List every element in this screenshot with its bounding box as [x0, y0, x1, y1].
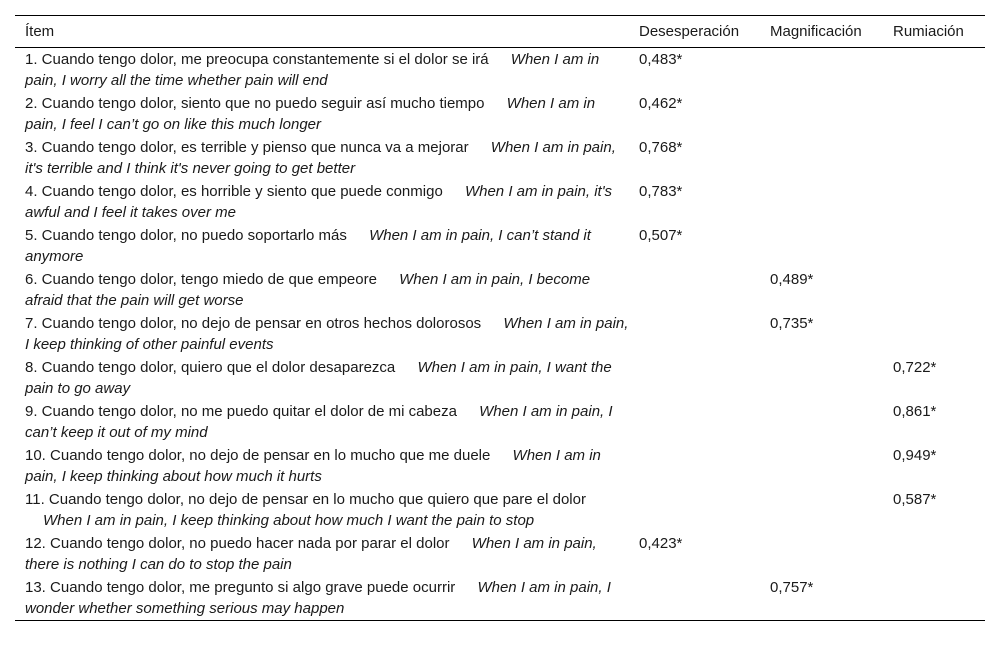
loading-rumiacion — [883, 224, 985, 268]
header-row — [15, 16, 985, 48]
item-cell — [15, 400, 629, 444]
table-row — [15, 488, 985, 532]
item-text-es: 3. Cuando tengo dolor, es terrible y pienso que nunca va a mejorar — [25, 139, 469, 156]
item-cell — [15, 224, 629, 268]
header-rumiacion: Rumiación — [893, 23, 964, 40]
item-text-en: When I am in pain, there is nothing I can do to stop the pain — [25, 535, 597, 573]
loading-rumiacion — [883, 136, 985, 180]
loading-magnificacion — [760, 136, 883, 180]
loading-rumiacion — [883, 576, 985, 621]
loading-rumiacion — [883, 312, 985, 356]
loading-desesperacion — [629, 356, 760, 400]
loading-magnificacion — [760, 444, 883, 488]
loading-magnificacion — [760, 400, 883, 444]
table-row — [15, 400, 985, 444]
item-text-es: 11. Cuando tengo dolor, no dejo de pensar en lo mucho que quiero que pare el dolor — [25, 491, 586, 508]
loading-magnificacion — [760, 488, 883, 532]
item-text-es: 13. Cuando tengo dolor, me pregunto si algo grave puede ocurrir — [25, 579, 456, 596]
loading-rumiacion: 0,949* — [893, 447, 937, 464]
table-row — [15, 48, 985, 93]
loading-magnificacion — [760, 48, 883, 93]
header-magnificacion: Magnificación — [770, 23, 862, 40]
table-body — [15, 48, 985, 621]
item-text-en: When I am in pain, I keep thinking about how much it hurts — [25, 447, 601, 485]
item-text-en: When I am in pain, I keep thinking about how much I want the pain to stop — [43, 512, 535, 529]
table-row — [15, 444, 985, 488]
loading-desesperacion — [629, 444, 760, 488]
item-text-en: When I am in pain, I become afraid that the pain will get worse — [25, 271, 591, 309]
item-text-es: 8. Cuando tengo dolor, quiero que el dolor desaparezca — [25, 359, 396, 376]
table-row — [15, 576, 985, 621]
item-text-es: 6. Cuando tengo dolor, tengo miedo de que empeore — [25, 271, 377, 288]
item-text-en: When I am in pain, I want the pain to go away — [25, 359, 612, 397]
loading-rumiacion: 0,722* — [893, 359, 937, 376]
loading-magnificacion — [760, 532, 883, 576]
table-header — [15, 16, 985, 48]
item-text-es: 9. Cuando tengo dolor, no me puedo quitar el dolor de mi cabeza — [25, 403, 457, 420]
loading-rumiacion: 0,587* — [893, 491, 937, 508]
loading-rumiacion — [883, 48, 985, 93]
item-text-es: 10. Cuando tengo dolor, no dejo de pensar en lo mucho que me duele — [25, 447, 491, 464]
item-text-en: When I am in pain, I can’t keep it out of my mind — [25, 403, 613, 441]
loading-magnificacion: 0,757* — [770, 579, 814, 596]
item-cell — [15, 532, 629, 576]
item-text-en: When I am in pain, I feel I can’t go on like this much longer — [25, 95, 596, 133]
loading-desesperacion: 0,768* — [639, 139, 683, 156]
item-cell — [15, 576, 629, 621]
item-cell — [15, 312, 629, 356]
loading-rumiacion — [883, 92, 985, 136]
loading-desesperacion — [629, 488, 760, 532]
loading-desesperacion: 0,483* — [639, 51, 683, 68]
table-row — [15, 356, 985, 400]
item-text-es: 12. Cuando tengo dolor, no puedo hacer nada por parar el dolor — [25, 535, 450, 552]
item-cell — [15, 136, 629, 180]
header-desesperacion: Desesperación — [639, 23, 740, 40]
loading-desesperacion — [629, 312, 760, 356]
loading-desesperacion — [629, 576, 760, 621]
item-text-en: When I am in pain, it's terrible and I think it's never going to get better — [25, 139, 616, 177]
loading-rumiacion: 0,861* — [893, 403, 937, 420]
loading-desesperacion — [629, 268, 760, 312]
item-cell — [15, 180, 629, 224]
header-item: Ítem — [25, 23, 55, 40]
table-row — [15, 224, 985, 268]
loading-magnificacion: 0,735* — [770, 315, 814, 332]
loading-magnificacion — [760, 180, 883, 224]
item-text-en: When I am in pain, I can’t stand it anymore — [25, 227, 591, 265]
loading-rumiacion — [883, 180, 985, 224]
item-text-es: 7. Cuando tengo dolor, no dejo de pensar en otros hechos dolorosos — [25, 315, 482, 332]
item-cell — [15, 48, 629, 93]
item-text-es: 4. Cuando tengo dolor, es horrible y siento que puede conmigo — [25, 183, 443, 200]
loading-magnificacion — [760, 92, 883, 136]
item-cell — [15, 488, 629, 532]
item-text-es: 1. Cuando tengo dolor, me preocupa constantemente si el dolor se irá — [25, 51, 489, 68]
item-cell — [15, 92, 629, 136]
loading-magnificacion — [760, 356, 883, 400]
table-row — [15, 92, 985, 136]
loading-magnificacion: 0,489* — [770, 271, 814, 288]
item-cell — [15, 356, 629, 400]
factor-loadings-table — [15, 15, 985, 621]
item-text-en: When I am in pain, it's awful and I feel it takes over me — [25, 183, 613, 221]
item-text-en: When I am in pain, I wonder whether something serious may happen — [25, 579, 611, 617]
loading-rumiacion — [883, 268, 985, 312]
loading-desesperacion: 0,423* — [639, 535, 683, 552]
loading-magnificacion — [760, 224, 883, 268]
table-row — [15, 312, 985, 356]
table-row — [15, 136, 985, 180]
table-row — [15, 532, 985, 576]
item-text-es: 2. Cuando tengo dolor, siento que no puedo seguir así mucho tiempo — [25, 95, 485, 112]
loading-desesperacion — [629, 400, 760, 444]
loading-desesperacion: 0,507* — [639, 227, 683, 244]
item-cell — [15, 444, 629, 488]
table-row — [15, 268, 985, 312]
item-text-en: When I am in pain, I keep thinking of other painful events — [25, 315, 629, 353]
loading-desesperacion: 0,783* — [639, 183, 683, 200]
item-cell — [15, 268, 629, 312]
item-text-es: 5. Cuando tengo dolor, no puedo soportarlo más — [25, 227, 347, 244]
loading-desesperacion: 0,462* — [639, 95, 683, 112]
table-row — [15, 180, 985, 224]
item-text-en: When I am in pain, I worry all the time whether pain will end — [25, 51, 600, 89]
loading-rumiacion — [883, 532, 985, 576]
